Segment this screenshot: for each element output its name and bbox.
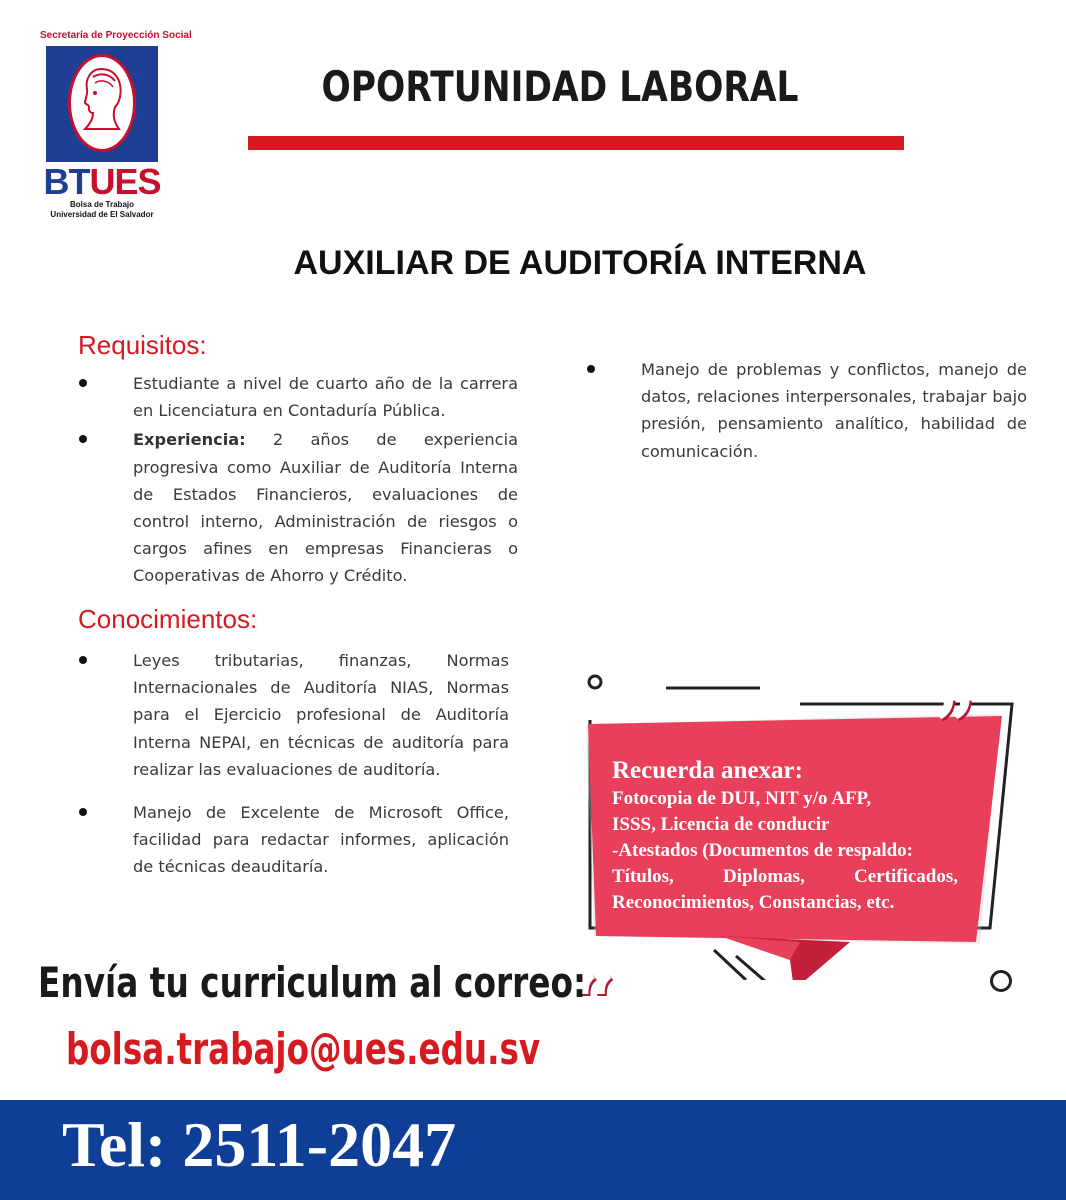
header-divider (248, 136, 904, 150)
annex-card-text (612, 756, 958, 916)
bullet-icon (587, 365, 595, 373)
deco-ring-icon (990, 970, 1012, 992)
job-title: AUXILIAR DE AUDITORÍA INTERNA (293, 244, 867, 282)
requisitos-list (133, 370, 518, 590)
bullet-icon (79, 379, 87, 387)
right-column-list (641, 356, 1027, 465)
contact-email-link[interactable]: bolsa.trabajo@ues.edu.sv (66, 1024, 541, 1075)
experiencia-label: Experiencia: (133, 430, 246, 450)
close-quote-icon: ” (934, 683, 976, 768)
conocimientos-list (133, 647, 509, 881)
deco-circle-icon (589, 676, 601, 688)
annex-line: ISSS, Licencia de conducir (612, 814, 830, 835)
logo-brand: BTUES (43, 161, 161, 202)
list-item: Leyes tributarias, finanzas, Normas Internacionales de Auditoría NIAS, Normas para el Ejercicio profesional de Auditoría Interna NEPAI, en técnicas de auditoría para realizar las evaluaciones de auditoría. (133, 647, 509, 783)
contact-phone: Tel: 2511-2047 (62, 1109, 457, 1180)
conocimientos-heading: Conocimientos: (78, 604, 258, 634)
logo-emblem (46, 46, 158, 162)
bullet-icon (79, 435, 87, 443)
bullet-icon (79, 808, 87, 816)
annex-line: -Atestados (Documentos de respaldo: (612, 840, 913, 861)
bullet-icon (79, 656, 87, 664)
cta-label: Envía tu curriculum al correo: (38, 958, 587, 1007)
logo-profile-medallion-icon (68, 54, 136, 152)
list-item: Manejo de problemas y conflictos, manejo de datos, relaciones interpersonales, trabajar bajo presión, pensamiento analítico, habilidad de comunicación. (641, 356, 1027, 465)
requisitos-heading: Requisitos: (78, 330, 207, 360)
list-item: Estudiante a nivel de cuarto año de la carrera en Licenciatura en Contaduría Pública. (133, 370, 518, 424)
annex-line: Títulos, Diplomas, Certificados, (612, 866, 958, 887)
annex-line: Reconocimientos, Constancias, etc. (612, 892, 895, 913)
list-item: Manejo de Excelente de Microsoft Office, facilidad para redactar informes, aplicación de técnicas deauditaría. (133, 799, 509, 881)
page-title: OPORTUNIDAD LABORAL (321, 62, 799, 111)
annex-line: Fotocopia de DUI, NIT y/o AFP, (612, 788, 872, 809)
annex-heading: Recuerda anexar: (612, 757, 803, 784)
btues-logo (40, 30, 192, 222)
logo-subtitle: Bolsa de Trabajo Universidad de El Salvador (50, 200, 154, 219)
open-quote-icon: “ (574, 959, 616, 1044)
logo-top-text: Secretaría de Proyección Social (40, 30, 192, 41)
list-item: Experiencia: 2 años de experiencia progresiva como Auxiliar de Auditoría Interna de Estados Financieros, evaluaciones de control interno, Administración de riesgos o cargos afines en empresas Financieras o Cooperativas de Ahorro y Crédito. (133, 426, 518, 589)
